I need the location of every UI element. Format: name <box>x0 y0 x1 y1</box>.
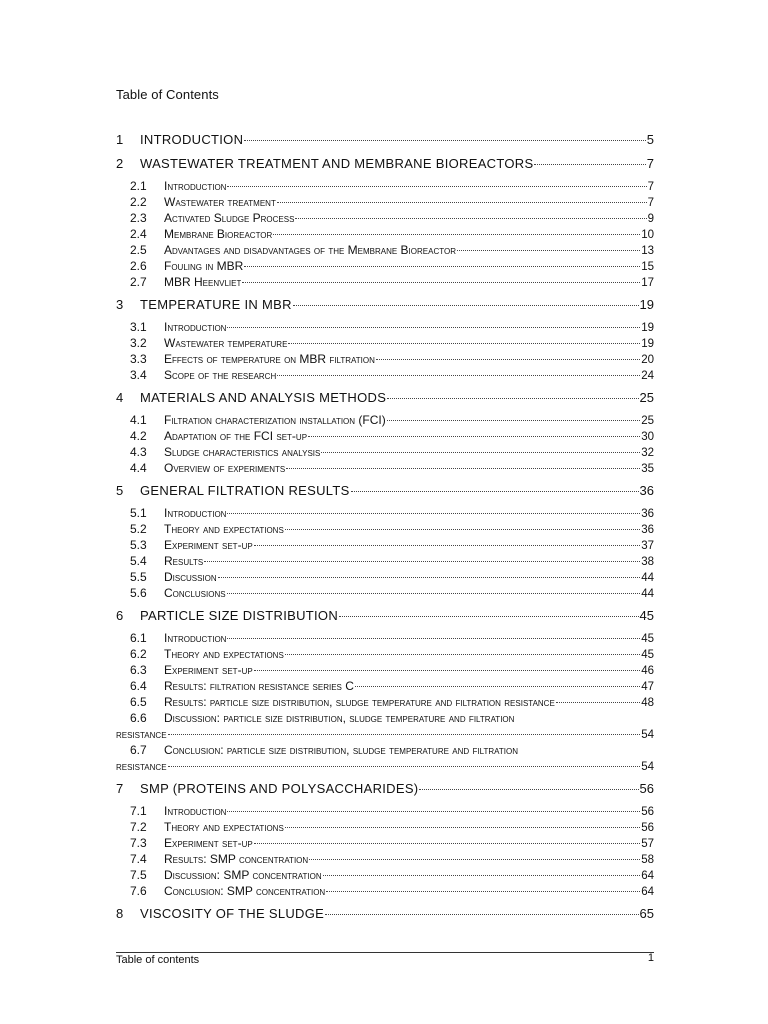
toc-entry-title: INTRODUCTION <box>140 132 244 147</box>
toc-entry-page: 9 <box>647 213 654 225</box>
toc-entry-page: 45 <box>641 649 654 661</box>
toc-entry-title: Advantages and disadvantages of the Membrane Bioreactor <box>164 243 456 257</box>
toc-entry-title: Scope of the research <box>164 368 277 382</box>
toc-entry-page: 44 <box>641 572 654 584</box>
toc-entry-number: 6.6 <box>130 711 147 725</box>
toc-entry-number: 6 <box>116 608 124 623</box>
toc-entry-title: Conclusion: particle size distribution, sludge temperature and filtration <box>164 743 518 757</box>
toc-entry-page: 15 <box>641 261 654 273</box>
leader-dots <box>534 164 645 165</box>
toc-entry-continuation[interactable] <box>116 726 654 742</box>
toc-entry-number: 7.6 <box>130 884 147 898</box>
toc-entry-title: TEMPERATURE IN MBR <box>140 297 292 312</box>
toc-entry-number: 2.2 <box>130 195 147 209</box>
toc-entry-number: 3 <box>116 297 124 312</box>
toc-entry-continuation[interactable] <box>116 758 654 774</box>
leader-dots <box>286 468 640 469</box>
leader-dots <box>227 638 640 639</box>
toc-entry-number: 3.1 <box>130 320 147 334</box>
toc-entry-title: Theory and expectations <box>164 647 284 661</box>
toc-entry-title: Effects of temperature on MBR filtration <box>164 352 375 366</box>
toc-entry-number: 7.2 <box>130 820 147 834</box>
toc-entry-page: 25 <box>639 390 654 405</box>
leader-dots <box>285 529 640 530</box>
leader-dots <box>242 282 640 283</box>
toc-entry-title: Wastewater treatment <box>164 195 276 209</box>
leader-dots <box>227 811 640 812</box>
toc-entry-title: Introduction <box>164 804 227 818</box>
toc-chapter-entry[interactable] <box>116 607 654 625</box>
footer-page-number: 1 <box>647 952 654 964</box>
toc-entry-title: Activated Sludge Process <box>164 211 295 225</box>
toc-entry-number: 2 <box>116 156 124 171</box>
leader-dots <box>321 452 640 453</box>
toc-entry-page: 64 <box>641 886 654 898</box>
toc-entry-page: 19 <box>639 297 654 312</box>
toc-entry-page: 56 <box>641 806 654 818</box>
toc-entry-line[interactable] <box>116 710 654 726</box>
toc-section-entry[interactable] <box>116 428 654 444</box>
toc-entry-page: 56 <box>641 822 654 834</box>
toc-section-entry[interactable] <box>116 194 654 210</box>
toc-entry-title: Theory and expectations <box>164 522 284 536</box>
toc-entry-page: 36 <box>641 524 654 536</box>
toc-entry-number: 4.2 <box>130 429 147 443</box>
leader-dots <box>204 561 640 562</box>
leader-dots <box>168 734 641 735</box>
toc-section-entry[interactable] <box>116 694 654 710</box>
toc-entry-page: 19 <box>641 338 654 350</box>
toc-section-entry[interactable] <box>116 537 654 553</box>
toc-entry-page: 47 <box>641 681 654 693</box>
toc-entry-number: 7.4 <box>130 852 147 866</box>
toc-entry-number: 1 <box>116 132 124 147</box>
toc-entry-title: Introduction <box>164 631 227 645</box>
footer-rule <box>116 952 654 953</box>
leader-dots <box>254 670 641 671</box>
toc-entry-title: Introduction <box>164 320 227 334</box>
leader-dots <box>277 375 640 376</box>
toc-entry-title: MATERIALS AND ANALYSIS METHODS <box>140 390 387 405</box>
toc-entry-number: 2.6 <box>130 259 147 273</box>
toc-entry-title: Wastewater temperature <box>164 336 288 350</box>
leader-dots <box>227 186 646 187</box>
toc-section-entry[interactable] <box>116 178 654 194</box>
toc-entry-title: PARTICLE SIZE DISTRIBUTION <box>140 608 339 623</box>
toc-entry-title: Experiment set-up <box>164 836 253 850</box>
toc-section-entry[interactable] <box>116 851 654 867</box>
toc-entry-number: 5.2 <box>130 522 147 536</box>
toc-entry-title: Discussion: SMP concentration <box>164 868 322 882</box>
toc-entry-title: Results <box>164 554 204 568</box>
toc-section-entry[interactable] <box>116 505 654 521</box>
toc-entry-page: 37 <box>641 540 654 552</box>
toc-entry-title: GENERAL FILTRATION RESULTS <box>140 483 350 498</box>
toc-chapter-entry[interactable] <box>116 131 654 149</box>
toc-chapter-entry[interactable] <box>116 905 654 923</box>
toc-entry-title: SMP (PROTEINS AND POLYSACCHARIDES) <box>140 781 419 796</box>
toc-entry-title: Membrane Bioreactor <box>164 227 273 241</box>
toc-entry-page: 65 <box>639 906 654 921</box>
leader-dots <box>355 686 640 687</box>
toc-section-entry[interactable] <box>116 646 654 662</box>
toc-section-entry[interactable] <box>116 367 654 383</box>
toc-entry-title: Adaptation of the FCI set-up <box>164 429 308 443</box>
toc-section-entry[interactable] <box>116 210 654 226</box>
toc-entry-page: 45 <box>639 608 654 623</box>
toc-entry-number: 6.5 <box>130 695 147 709</box>
toc-entry-number: 2.1 <box>130 179 147 193</box>
toc-section-entry[interactable] <box>116 678 654 694</box>
toc-entry-page: 54 <box>641 729 654 741</box>
toc-entry-number: 2.4 <box>130 227 147 241</box>
leader-dots <box>254 545 641 546</box>
leader-dots <box>168 766 641 767</box>
leader-dots <box>419 789 638 790</box>
toc-entry-page: 45 <box>641 633 654 645</box>
leader-dots <box>309 859 640 860</box>
leader-dots <box>244 266 640 267</box>
toc-entry-page: 58 <box>641 854 654 866</box>
toc-entry-number: 2.3 <box>130 211 147 225</box>
toc-entry-title: Experiment set-up <box>164 663 253 677</box>
toc-entry-page: 38 <box>641 556 654 568</box>
toc-section-entry[interactable] <box>116 274 654 290</box>
toc-chapter-entry[interactable] <box>116 296 654 314</box>
leader-dots <box>293 305 639 306</box>
toc-entry-page: 35 <box>641 463 654 475</box>
toc-entry-title: Introduction <box>164 506 227 520</box>
toc-section-entry[interactable] <box>116 569 654 585</box>
toc-entry-number: 5.5 <box>130 570 147 584</box>
toc-section-entry[interactable] <box>116 662 654 678</box>
toc-entry-title: Results: SMP concentration <box>164 852 309 866</box>
toc-entry-page: 7 <box>646 156 654 171</box>
toc-entry-number: 2.7 <box>130 275 147 289</box>
toc-section-entry[interactable] <box>116 351 654 367</box>
toc-entry-page: 19 <box>641 322 654 334</box>
toc-section-entry[interactable] <box>116 819 654 835</box>
toc-entry-page: 46 <box>641 665 654 677</box>
toc-entry-title: Fouling in MBR <box>164 259 244 273</box>
toc-entry-line[interactable] <box>116 742 654 758</box>
toc-section-entry[interactable] <box>116 585 654 601</box>
toc-entry-number: 4.4 <box>130 461 147 475</box>
toc-entry-title: Sludge characteristics analysis <box>164 445 321 459</box>
toc-entry-number: 7.1 <box>130 804 147 818</box>
toc-entry-page: 10 <box>641 229 654 241</box>
toc-entry-number: 8 <box>116 906 124 921</box>
toc-section-entry[interactable] <box>116 319 654 335</box>
toc-entry-title: Discussion <box>164 570 217 584</box>
leader-dots <box>339 616 639 617</box>
toc-entry-page: 30 <box>641 431 654 443</box>
leader-dots <box>351 491 639 492</box>
toc-entry-page: 36 <box>641 508 654 520</box>
leader-dots <box>218 577 641 578</box>
toc-chapter-entry[interactable] <box>116 780 654 798</box>
toc-entry-number: 5.4 <box>130 554 147 568</box>
toc-section-entry[interactable] <box>116 521 654 537</box>
toc-entry-number: 6.7 <box>130 743 147 757</box>
toc-entry-page: 44 <box>641 588 654 600</box>
toc-entry-page: 57 <box>641 838 654 850</box>
footer-label: Table of contents <box>116 954 200 966</box>
toc-entry-number: 5.1 <box>130 506 147 520</box>
leader-dots <box>285 827 640 828</box>
leader-dots <box>556 702 640 703</box>
toc-entry-title: VISCOSITY OF THE SLUDGE <box>140 906 325 921</box>
toc-entry-number: 7.5 <box>130 868 147 882</box>
toc-entry-page: 13 <box>641 245 654 257</box>
toc-entry-page: 20 <box>641 354 654 366</box>
toc-entry-title-continued: resistance <box>116 759 167 773</box>
leader-dots <box>295 218 646 219</box>
toc-entry-page: 7 <box>647 197 654 209</box>
toc-entry-page: 24 <box>641 370 654 382</box>
toc-section-entry[interactable] <box>116 242 654 258</box>
toc-title: Table of Contents <box>116 87 219 102</box>
toc-entry-page: 7 <box>647 181 654 193</box>
toc-entry-number: 4.3 <box>130 445 147 459</box>
toc-section-entry[interactable] <box>116 258 654 274</box>
leader-dots <box>285 654 640 655</box>
leader-dots <box>273 234 640 235</box>
toc-entry-page: 64 <box>641 870 654 882</box>
toc-entry-title: Experiment set-up <box>164 538 253 552</box>
toc-section-entry[interactable] <box>116 444 654 460</box>
toc-section-entry[interactable] <box>116 460 654 476</box>
toc-entry-number: 5.3 <box>130 538 147 552</box>
toc-entry-page: 17 <box>641 277 654 289</box>
toc-entry-number: 3.3 <box>130 352 147 366</box>
leader-dots <box>325 914 638 915</box>
leader-dots <box>457 250 640 251</box>
toc-entry-title: Introduction <box>164 179 227 193</box>
leader-dots <box>277 202 647 203</box>
toc-section-entry[interactable] <box>116 630 654 646</box>
toc-section-entry[interactable] <box>116 412 654 428</box>
toc-entry-page: 54 <box>641 761 654 773</box>
toc-entry-title: Theory and expectations <box>164 820 284 834</box>
toc-entry-title: Results: filtration resistance series C <box>164 679 354 693</box>
leader-dots <box>326 891 640 892</box>
toc-entry-number: 3.2 <box>130 336 147 350</box>
toc-section-entry[interactable] <box>116 803 654 819</box>
leader-dots <box>387 398 638 399</box>
toc-section-entry[interactable] <box>116 867 654 883</box>
leader-dots <box>227 327 640 328</box>
toc-entry-title-continued: resistance <box>116 727 167 741</box>
toc-chapter-entry[interactable] <box>116 389 654 407</box>
toc-entry-page: 5 <box>646 132 654 147</box>
toc-entry-number: 2.5 <box>130 243 147 257</box>
leader-dots <box>387 420 640 421</box>
leader-dots <box>227 513 640 514</box>
table-of-contents <box>116 125 654 923</box>
toc-entry-page: 56 <box>639 781 654 796</box>
leader-dots <box>308 436 640 437</box>
toc-section-entry[interactable] <box>116 226 654 242</box>
toc-section-entry[interactable] <box>116 553 654 569</box>
toc-entry-title: Filtration characterization installation (FCI) <box>164 413 386 427</box>
toc-entry-title: Conclusion: SMP concentration <box>164 884 326 898</box>
toc-entry-number: 4.1 <box>130 413 147 427</box>
toc-entry-page: 25 <box>641 415 654 427</box>
toc-entry-title: Discussion: particle size distribution, sludge temperature and filtration <box>164 711 515 725</box>
toc-entry-title: Overview of experiments <box>164 461 286 475</box>
toc-chapter-entry[interactable] <box>116 155 654 173</box>
toc-entry-title: Conclusions <box>164 586 226 600</box>
toc-entry-number: 6.4 <box>130 679 147 693</box>
toc-entry-number: 6.2 <box>130 647 147 661</box>
toc-entry-number: 5.6 <box>130 586 147 600</box>
toc-entry-page: 36 <box>639 483 654 498</box>
toc-entry-title: MBR Heenvliet <box>164 275 242 289</box>
toc-entry-number: 3.4 <box>130 368 147 382</box>
toc-chapter-entry[interactable] <box>116 482 654 500</box>
toc-entry-number: 5 <box>116 483 124 498</box>
toc-entry-number: 6.3 <box>130 663 147 677</box>
toc-section-entry[interactable] <box>116 335 654 351</box>
toc-entry-page: 48 <box>641 697 654 709</box>
toc-entry-number: 4 <box>116 390 124 405</box>
toc-entry-title: Results: particle size distribution, sludge temperature and filtration resistance <box>164 695 555 709</box>
toc-entry-number: 7.3 <box>130 836 147 850</box>
toc-entry-number: 6.1 <box>130 631 147 645</box>
leader-dots <box>288 343 640 344</box>
toc-section-entry[interactable] <box>116 883 654 899</box>
leader-dots <box>244 140 646 141</box>
leader-dots <box>376 359 640 360</box>
toc-entry-title: WASTEWATER TREATMENT AND MEMBRANE BIOREACTORS <box>140 156 534 171</box>
leader-dots <box>227 593 641 594</box>
leader-dots <box>254 843 641 844</box>
toc-section-entry[interactable] <box>116 835 654 851</box>
toc-entry-number: 7 <box>116 781 124 796</box>
leader-dots <box>323 875 641 876</box>
toc-entry-page: 32 <box>641 447 654 459</box>
